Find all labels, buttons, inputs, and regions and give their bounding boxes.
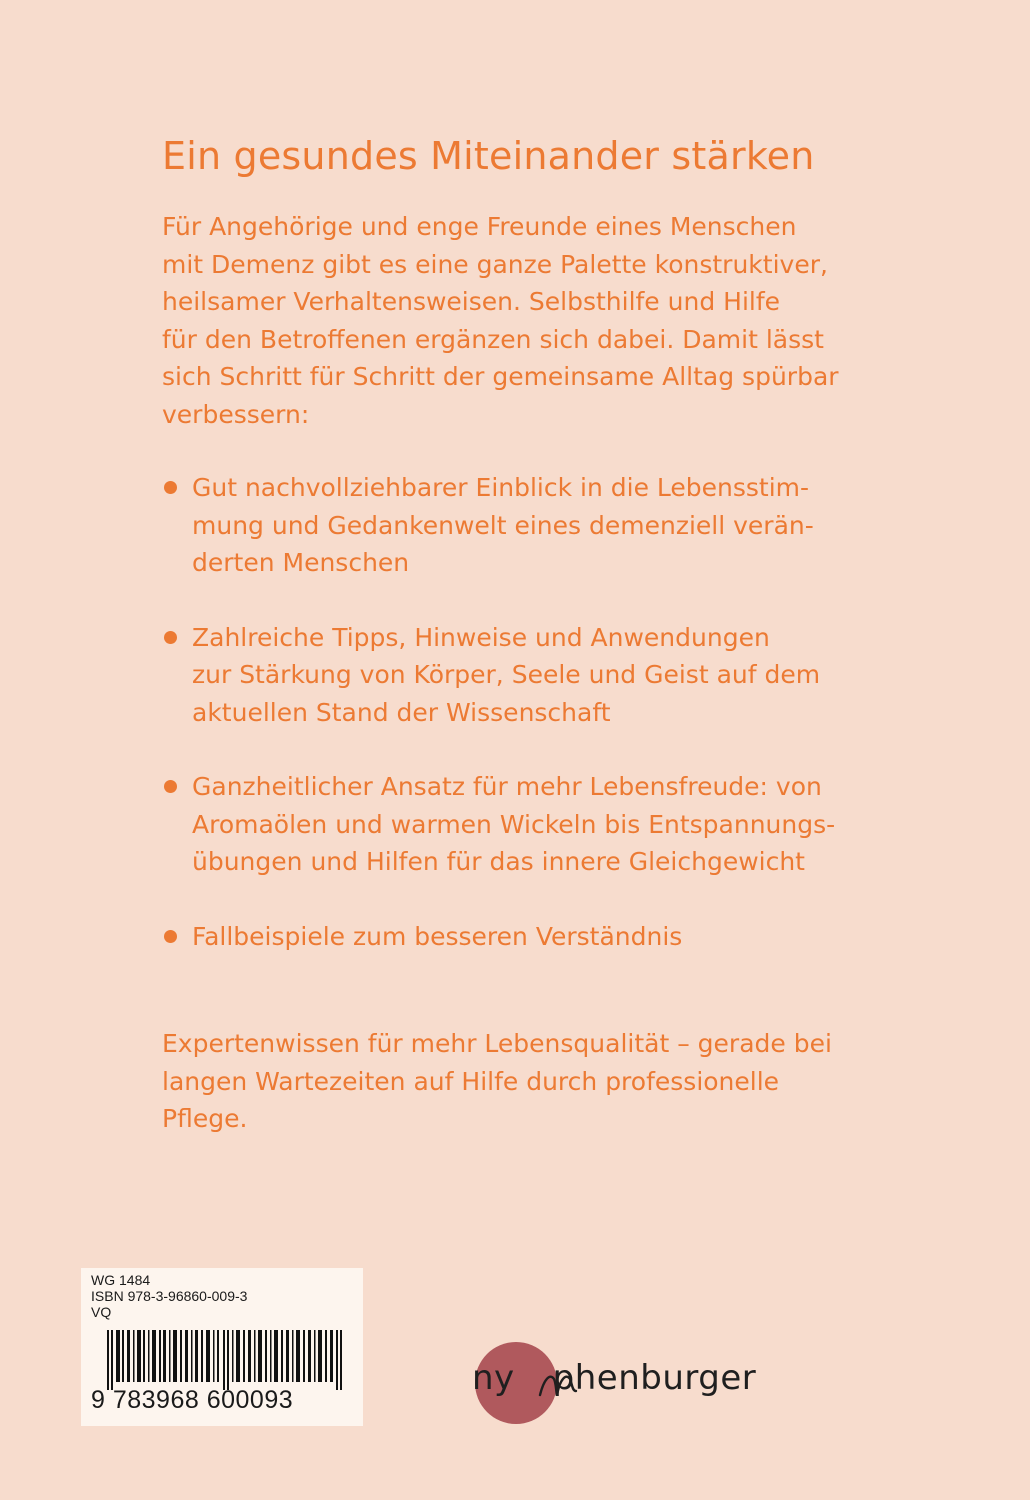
feature-item — [162, 918, 882, 956]
closing-paragraph — [162, 1025, 882, 1138]
intro-paragraph — [162, 208, 882, 433]
barcode-digits: 9 783968 600093 — [91, 1386, 294, 1414]
vq-code: VQ — [91, 1304, 112, 1320]
bullet-dot-icon — [164, 930, 177, 943]
intro-line: verbessern: — [162, 399, 310, 429]
logo-text-before: ny — [472, 1358, 515, 1398]
bullet-dot-icon — [164, 780, 177, 793]
bullet-dot-icon — [164, 631, 177, 644]
intro-line: sich Schritt für Schritt der gemeinsame Alltag spürbar — [162, 362, 839, 391]
isbn: ISBN 978-3-96860-009-3 — [91, 1288, 248, 1304]
logo-text-after: phenburger — [552, 1358, 757, 1398]
barcode-label — [81, 1268, 363, 1426]
logo-text — [472, 1358, 756, 1398]
feature-line: Aromaölen und warmen Wickeln bis Entspannungs- — [192, 809, 836, 839]
feature-item — [162, 619, 882, 732]
intro-line: mit Demenz gibt es eine ganze Palette konstruktiver, — [162, 249, 828, 279]
warengruppe: WG 1484 — [91, 1272, 151, 1288]
feature-line: übungen und Hilfen für das innere Gleichgewicht — [192, 847, 805, 876]
closing-line: Pflege. — [162, 1104, 248, 1133]
feature-line: aktuellen Stand der Wissenschaft — [192, 697, 611, 727]
back-cover-text — [162, 130, 882, 1138]
intro-line: heilsamer Verhaltensweisen. Selbsthilfe und Hilfe — [162, 287, 781, 316]
feature-list — [162, 469, 882, 955]
feature-line: Fallbeispiele zum besseren Verständnis — [192, 921, 683, 951]
feature-line: zur Stärkung von Körper, Seele und Geist auf dem — [192, 660, 821, 689]
intro-line: Für Angehörige und enge Freunde eines Menschen — [162, 212, 797, 241]
feature-line: Ganzheitlicher Ansatz für mehr Lebensfreude: von — [192, 772, 822, 801]
feature-line: Gut nachvollziehbarer Einblick in die Lebensstim- — [192, 473, 810, 502]
feature-line: Zahlreiche Tipps, Hinweise und Anwendungen — [192, 622, 770, 652]
headline: Ein gesundes Miteinander stärken — [162, 134, 815, 178]
barcode-icon — [107, 1330, 347, 1390]
publisher-logo — [472, 1340, 812, 1430]
feature-line: mung und Gedankenwelt eines demenziell verän- — [192, 510, 814, 540]
bullet-dot-icon — [164, 481, 177, 494]
feature-item — [162, 469, 882, 582]
feature-line: derten Menschen — [192, 548, 410, 577]
feature-item — [162, 768, 882, 881]
closing-line: Expertenwissen für mehr Lebensqualität – gerade bei — [162, 1029, 832, 1058]
closing-line: langen Wartezeiten auf Hilfe durch professionelle — [162, 1066, 780, 1096]
intro-line: für den Betroffenen ergänzen sich dabei. Damit lässt — [162, 324, 824, 354]
logo-m-icon — [538, 1369, 582, 1401]
